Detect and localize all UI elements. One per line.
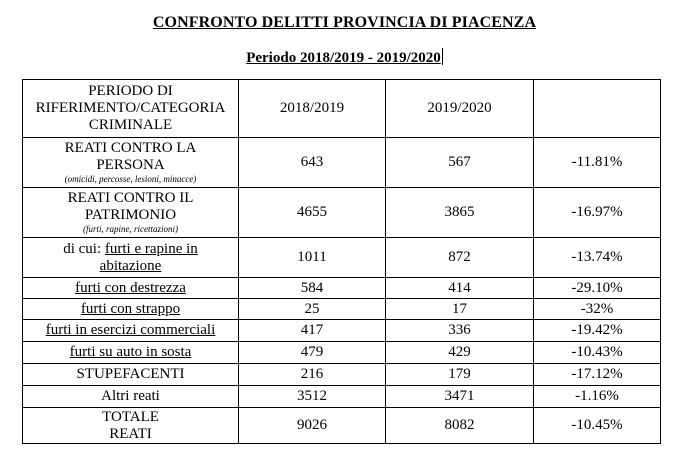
table-row <box>23 278 661 299</box>
row-category: STUPEFACENTI <box>23 364 239 386</box>
table-row <box>23 188 661 238</box>
row-category <box>23 342 239 364</box>
value-2019-2020: 8082 <box>386 408 534 444</box>
category-line1 <box>25 241 236 258</box>
header-period-2018-2019: 2018/2019 <box>239 80 386 138</box>
value-2018-2019: 584 <box>239 278 386 299</box>
table-row <box>23 342 661 364</box>
header-category <box>23 80 239 138</box>
value-2018-2019: 9026 <box>239 408 386 444</box>
category-label: furti su auto in sosta <box>69 344 192 360</box>
value-2018-2019: 417 <box>239 320 386 342</box>
category-note: (furti, rapine, ricettazioni) <box>83 224 178 234</box>
header-category-line3: CRIMINALE <box>88 117 173 133</box>
value-change: -1.16% <box>534 386 661 408</box>
category-line2: PATRIMONIO <box>84 207 177 223</box>
category-line1: TOTALE <box>102 408 159 425</box>
value-2019-2020: 567 <box>386 138 534 188</box>
category-underlined-text: furti e rapine in <box>104 240 198 257</box>
table-row-total <box>23 408 661 444</box>
row-category <box>23 278 239 299</box>
value-2018-2019: 479 <box>239 342 386 364</box>
category-line2: REATI <box>109 425 152 442</box>
header-category-line2: RIFERIMENTO/CATEGORIA <box>35 100 226 116</box>
table-row <box>23 138 661 188</box>
value-2018-2019: 1011 <box>239 238 386 278</box>
header-category-line1: PERIODO DI <box>88 83 173 99</box>
row-category <box>23 408 239 444</box>
value-2018-2019: 3512 <box>239 386 386 408</box>
text-cursor <box>442 48 443 65</box>
table-row <box>23 299 661 320</box>
row-category <box>23 299 239 320</box>
header-change <box>534 80 661 138</box>
header-period-2019-2020: 2019/2020 <box>386 80 534 138</box>
category-prefix: di cui: <box>63 240 105 257</box>
value-2019-2020: 872 <box>386 238 534 278</box>
category-label: furti con destrezza <box>75 279 186 296</box>
category-label: furti con strappo <box>80 300 181 317</box>
subtitle-text: Periodo 2018/2019 - 2019/2020 <box>246 50 441 66</box>
value-2018-2019: 25 <box>239 299 386 320</box>
value-2019-2020: 179 <box>386 364 534 386</box>
category-line2: PERSONA <box>96 157 165 173</box>
value-2018-2019: 643 <box>239 138 386 188</box>
value-2019-2020: 414 <box>386 278 534 299</box>
value-2019-2020: 336 <box>386 320 534 342</box>
table-row <box>23 386 661 408</box>
row-category <box>23 320 239 342</box>
value-change: -17.12% <box>534 364 661 386</box>
row-category <box>23 188 239 238</box>
document-title: CONFRONTO DELITTI PROVINCIA DI PIACENZA <box>152 14 537 31</box>
value-change: -16.97% <box>534 188 661 238</box>
value-2019-2020: 3471 <box>386 386 534 408</box>
value-change: -29.10% <box>534 278 661 299</box>
table-row <box>23 320 661 342</box>
category-line1: REATI CONTRO LA <box>64 140 197 156</box>
value-change: -10.45% <box>534 408 661 444</box>
value-change: -10.43% <box>534 342 661 364</box>
document-subtitle <box>0 48 689 67</box>
table-row <box>23 364 661 386</box>
row-category <box>23 238 239 278</box>
value-change: -19.42% <box>534 320 661 342</box>
category-note: (omicidi, percosse, lesioni, minacce) <box>64 174 197 184</box>
category-line1: REATI CONTRO IL <box>67 190 194 206</box>
row-category: Altri reati <box>23 386 239 408</box>
category-label: furti in esercizi commerciali <box>45 322 216 338</box>
value-change: -13.74% <box>534 238 661 278</box>
value-2019-2020: 429 <box>386 342 534 364</box>
row-category <box>23 138 239 188</box>
table-row <box>23 238 661 278</box>
value-change: -11.81% <box>534 138 661 188</box>
table-header-row <box>23 80 661 138</box>
category-line2: abitazione <box>99 257 162 274</box>
value-2019-2020: 3865 <box>386 188 534 238</box>
value-2018-2019: 4655 <box>239 188 386 238</box>
value-change: -32% <box>534 299 661 320</box>
value-2018-2019: 216 <box>239 364 386 386</box>
value-2019-2020: 17 <box>386 299 534 320</box>
crime-comparison-table <box>22 79 661 444</box>
